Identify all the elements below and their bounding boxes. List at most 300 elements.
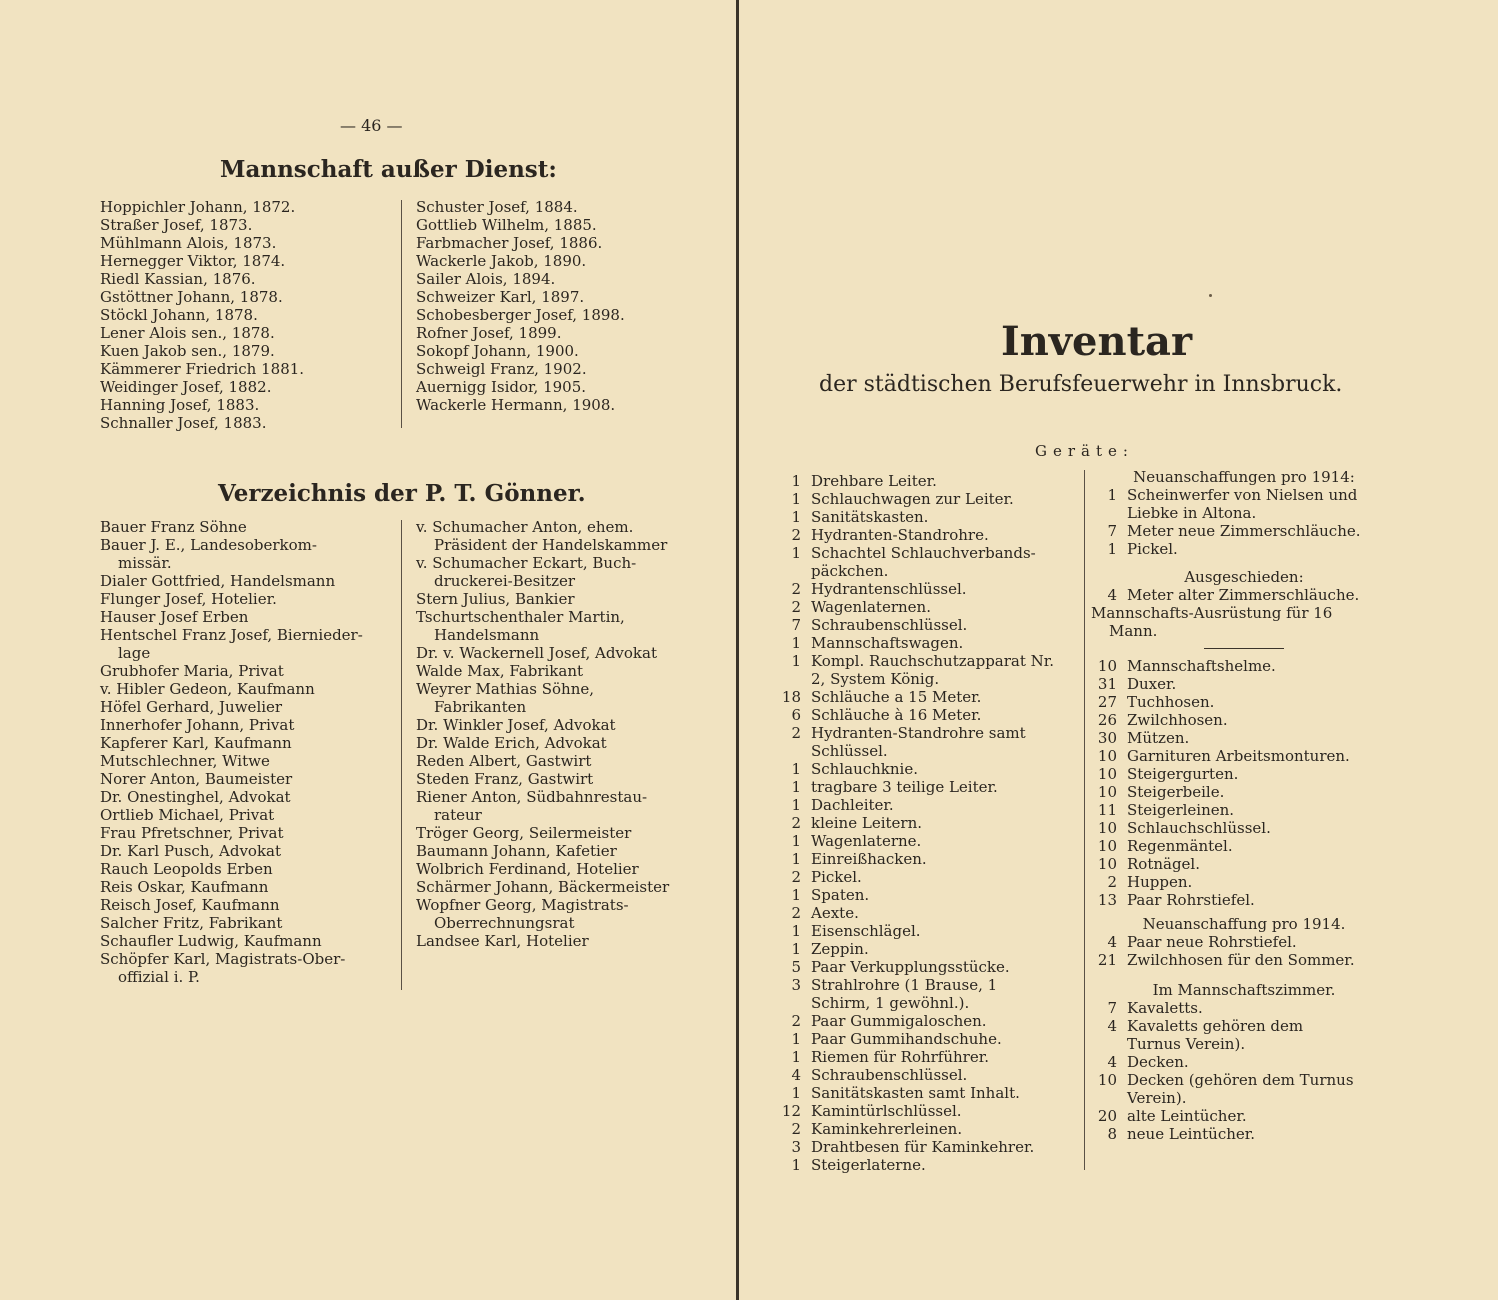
list-item: lage: [118, 644, 151, 662]
inventory-row: [775, 544, 1095, 562]
inventory-row: [775, 508, 1095, 526]
inventory-row: [775, 598, 1095, 616]
list-item: Dr. Karl Pusch, Advokat: [100, 842, 282, 860]
inventory-item: Schraubenschlüssel.: [811, 616, 968, 634]
inventory-item: Verein).: [1127, 1089, 1187, 1107]
list-goenner-col2: [416, 518, 669, 950]
inventory-quantity: 1: [1107, 540, 1117, 558]
list-item: Hanning Josef, 1883.: [100, 396, 260, 414]
inventory-row: [775, 580, 1095, 598]
list-mannschaft-col2: [416, 198, 625, 414]
inventory-item: Eisenschlägel.: [811, 922, 921, 940]
inventory-item: Zwilchhosen.: [1127, 711, 1228, 729]
inventory-item: Wagenlaterne.: [811, 832, 922, 850]
inventory-quantity: 1: [791, 760, 801, 778]
inventory-quantity: 1: [791, 940, 801, 958]
list-item: Flunger Josef, Hotelier.: [100, 590, 277, 608]
inventory-quantity: [775, 670, 811, 688]
inventory-row: [1091, 933, 1397, 951]
list-item: offizial i. P.: [118, 968, 200, 986]
inventory-row: [775, 796, 1095, 814]
list-item: Kapferer Karl, Kaufmann: [100, 734, 292, 752]
inventory-item: Garnituren Arbeitsmonturen.: [1127, 747, 1350, 765]
inventory-item: Dachleiter.: [811, 796, 894, 814]
inventory-item: Decken (gehören dem Turnus: [1127, 1071, 1354, 1089]
mannschaft-ausruestung-line2: Mann.: [1109, 622, 1158, 640]
inventory-quantity: 1: [791, 886, 801, 904]
inventory-item: päckchen.: [811, 562, 889, 580]
section-title-mannschaft: Mannschaft außer Dienst:: [220, 156, 557, 183]
list-item: Landsee Karl, Hotelier: [416, 932, 589, 950]
inventory-row: [775, 616, 1095, 634]
inventory-item: Schlauchschlüssel.: [1127, 819, 1271, 837]
inventory-item: Scheinwerfer von Nielsen und: [1127, 486, 1358, 504]
list-item: Kämmerer Friedrich 1881.: [100, 360, 305, 378]
list-item: Höfel Gerhard, Juwelier: [100, 698, 283, 716]
inventory-quantity: 1: [791, 1030, 801, 1048]
list-item: Ortlieb Michael, Privat: [100, 806, 275, 824]
inventory-row: [775, 922, 1095, 940]
inventory-item: Paar Verkupplungsstücke.: [811, 958, 1010, 976]
inventory-row: [1091, 504, 1397, 522]
inventory-row: [1091, 747, 1397, 765]
inventory-quantity: 20: [1097, 1107, 1117, 1125]
inventory-quantity: 1: [791, 778, 801, 796]
inventory-quantity: 4: [1107, 1053, 1117, 1071]
inventory-quantity: 2: [791, 904, 801, 922]
right-column: [1091, 468, 1397, 1143]
inventory-item: Paar neue Rohrstiefel.: [1127, 933, 1297, 951]
list-item: Mühlmann Alois, 1873.: [100, 234, 277, 252]
list-item: Mutschlechner, Witwe: [100, 752, 270, 770]
inventory-row: [1091, 693, 1397, 711]
inventory-row: [775, 760, 1095, 778]
list-item: Dr. Onestinghel, Advokat: [100, 788, 291, 806]
heading-neuanschaffung-1914: Neuanschaffung pro 1914.: [1142, 915, 1346, 933]
inventory-row: [775, 904, 1095, 922]
list-item: Reden Albert, Gastwirt: [416, 752, 592, 770]
inventory-row: [1091, 1053, 1397, 1071]
inventory-row: [775, 1120, 1095, 1138]
inventory-quantity: 11: [1097, 801, 1117, 819]
inventory-row: [775, 688, 1095, 706]
inventory-quantity: [775, 562, 811, 580]
list-item: Auernigg Isidor, 1905.: [416, 378, 587, 396]
inventory-item: Zeppin.: [811, 940, 869, 958]
inventory-quantity: [775, 994, 811, 1012]
list-item: Hentschel Franz Josef, Biernieder-: [100, 626, 363, 644]
list-item: Wolbrich Ferdinand, Hotelier: [416, 860, 639, 878]
inventory-quantity: 1: [791, 544, 801, 562]
inventory-row: [775, 1138, 1095, 1156]
list-item: missär.: [118, 554, 172, 572]
inventory-item: Schlüssel.: [811, 742, 888, 760]
inventory-quantity: 1: [791, 850, 801, 868]
list-item: Steden Franz, Gastwirt: [416, 770, 594, 788]
list-item: Salcher Fritz, Fabrikant: [100, 914, 283, 932]
inventory-row: [1091, 1125, 1397, 1143]
inventory-row: [1091, 1071, 1397, 1089]
inventory-row: [1091, 837, 1397, 855]
inventory-row: [775, 670, 1095, 688]
inventory-quantity: 8: [1107, 1125, 1117, 1143]
list-item: Oberrechnungsrat: [434, 914, 575, 932]
inventory-quantity: 4: [1107, 933, 1117, 951]
inventory-quantity: 21: [1097, 951, 1117, 969]
list-item: Schweigl Franz, 1902.: [416, 360, 587, 378]
list-goenner-col1: [100, 518, 363, 986]
inventory-item: Drahtbesen für Kaminkehrer.: [811, 1138, 1035, 1156]
list-item: v. Hibler Gedeon, Kaufmann: [100, 680, 315, 698]
inventory-item: Schraubenschlüssel.: [811, 1066, 968, 1084]
heading-mannschaftszimmer: Im Mannschaftszimmer.: [1152, 981, 1336, 999]
inventory-quantity: 10: [1097, 747, 1117, 765]
inventory-row: [1091, 951, 1397, 969]
inventory-item: Decken.: [1127, 1053, 1189, 1071]
inventory-item: Pickel.: [1127, 540, 1178, 558]
inventory-item: Steigerleinen.: [1127, 801, 1235, 819]
list-neuanschaffung-1914: [1091, 933, 1397, 969]
inventory-quantity: 2: [791, 526, 801, 544]
inventory-item: Hydranten-Standrohre samt: [811, 724, 1026, 742]
list-item: Norer Anton, Baumeister: [100, 770, 293, 788]
inventory-item: tragbare 3 teilige Leiter.: [811, 778, 998, 796]
inventory-item: Steigerbeile.: [1127, 783, 1225, 801]
list-item: Reisch Josef, Kaufmann: [100, 896, 280, 914]
inventory-item: Mannschaftswagen.: [811, 634, 964, 652]
inventory-item: Turnus Verein).: [1127, 1035, 1246, 1053]
inventory-item: Aexte.: [811, 904, 859, 922]
inventory-quantity: 10: [1097, 855, 1117, 873]
inventory-quantity: 1: [791, 508, 801, 526]
inventory-quantity: 1: [791, 1048, 801, 1066]
list-item: Dialer Gottfried, Handelsmann: [100, 572, 336, 590]
inventory-quantity: 30: [1097, 729, 1117, 747]
inventory-item: Kamintürlschlüssel.: [811, 1102, 962, 1120]
list-mannschaft-col1: [100, 198, 304, 432]
inventory-item: Meter alter Zimmerschläuche.: [1127, 586, 1360, 604]
inventory-row: [1091, 657, 1397, 675]
inventory-row: [1091, 765, 1397, 783]
inventory-item: Paar Gummigaloschen.: [811, 1012, 987, 1030]
inventory-row: [1091, 783, 1397, 801]
inventory-quantity: 2: [791, 814, 801, 832]
list-ausgeschieden: [1091, 586, 1397, 604]
inventory-row: [1091, 586, 1397, 604]
inventory-row: [1091, 540, 1397, 558]
inventory-quantity: 31: [1097, 675, 1117, 693]
inventory-row: [775, 526, 1095, 544]
list-item: Sailer Alois, 1894.: [416, 270, 556, 288]
inventory-row: [775, 1012, 1095, 1030]
inventory-quantity: 4: [791, 1066, 801, 1084]
column-divider: [401, 200, 402, 428]
list-item: Riedl Kassian, 1876.: [100, 270, 256, 288]
inventory-quantity: 4: [1107, 1017, 1117, 1035]
inventory-quantity: 10: [1097, 657, 1117, 675]
inventory-item: Schlauchknie.: [811, 760, 918, 778]
inventory-quantity: 1: [1107, 486, 1117, 504]
page-number: — 46 —: [340, 116, 403, 135]
list-item: v. Schumacher Anton, ehem.: [416, 518, 634, 536]
list-item: Reis Oskar, Kaufmann: [100, 878, 269, 896]
inventory-quantity: 1: [791, 652, 801, 670]
list-item: Hauser Josef Erben: [100, 608, 249, 626]
inventory-item: Kavaletts.: [1127, 999, 1203, 1017]
inventory-item: Wagenlaternen.: [811, 598, 931, 616]
list-mannschaftszimmer: [1091, 999, 1397, 1143]
inventory-item: neue Leintücher.: [1127, 1125, 1256, 1143]
inventory-quantity: 2: [791, 580, 801, 598]
section-title-goenner: Verzeichnis der P. T. Gönner.: [218, 480, 586, 507]
inventory-row: [1091, 522, 1397, 540]
inventory-quantity: 7: [1107, 999, 1117, 1017]
inventory-quantity: 4: [1107, 586, 1117, 604]
inventory-quantity: 2: [791, 868, 801, 886]
inventory-row: [775, 742, 1095, 760]
inventory-row: [775, 868, 1095, 886]
inventory-quantity: 7: [791, 616, 801, 634]
list-item: Kuen Jakob sen., 1879.: [100, 342, 275, 360]
list-item: Dr. Walde Erich, Advokat: [416, 734, 607, 752]
list-item: Schnaller Josef, 1883.: [100, 414, 267, 432]
list-item: Schweizer Karl, 1897.: [416, 288, 585, 306]
list-item: Gstöttner Johann, 1878.: [100, 288, 283, 306]
list-neuanschaffungen: [1091, 486, 1397, 558]
inventory-quantity: 2: [791, 1012, 801, 1030]
inventory-item: Schachtel Schlauchverbands-: [811, 544, 1036, 562]
inventory-item: Hydrantenschlüssel.: [811, 580, 967, 598]
inventory-item: Kompl. Rauchschutzapparat Nr.: [811, 652, 1055, 670]
inventory-item: Zwilchhosen für den Sommer.: [1127, 951, 1355, 969]
inventory-quantity: [775, 742, 811, 760]
list-item: Handelsmann: [434, 626, 540, 644]
inventory-quantity: 2: [1107, 873, 1117, 891]
inventory-item: Kaminkehrerleinen.: [811, 1120, 963, 1138]
inventory-quantity: 1: [791, 1156, 801, 1174]
inventory-row: [1091, 801, 1397, 819]
list-item: Stöckl Johann, 1878.: [100, 306, 258, 324]
inventory-quantity: 2: [791, 598, 801, 616]
inventory-item: Paar Rohrstiefel.: [1127, 891, 1255, 909]
left-page: [0, 0, 736, 1300]
list-item: Bauer Franz Söhne: [100, 518, 247, 536]
inventory-quantity: [1091, 504, 1127, 522]
inventory-quantity: 10: [1097, 837, 1117, 855]
list-item: Straßer Josef, 1873.: [100, 216, 253, 234]
inventory-quantity: 6: [791, 706, 801, 724]
inventory-row: [775, 778, 1095, 796]
list-item: Fabrikanten: [434, 698, 527, 716]
inventory-quantity: 1: [791, 490, 801, 508]
inventory-quantity: 3: [791, 976, 801, 994]
inventory-row: [1091, 675, 1397, 693]
list-item: Schobesberger Josef, 1898.: [416, 306, 625, 324]
inventory-row: [1091, 1089, 1397, 1107]
inventory-row: [1091, 999, 1397, 1017]
list-item: Weidinger Josef, 1882.: [100, 378, 272, 396]
inventory-item: Schlauchwagen zur Leiter.: [811, 490, 1014, 508]
inventory-row: [1091, 1035, 1397, 1053]
inventory-item: Mützen.: [1127, 729, 1190, 747]
inventory-quantity: 10: [1097, 819, 1117, 837]
inventory-row: [775, 472, 1095, 490]
list-item: Innerhofer Johann, Privat: [100, 716, 295, 734]
inventory-item: Kavaletts gehören dem: [1127, 1017, 1304, 1035]
inventory-item: Sanitätskasten samt Inhalt.: [811, 1084, 1020, 1102]
inventory-item: Einreißhacken.: [811, 850, 927, 868]
inventory-row: [775, 1084, 1095, 1102]
inventory-quantity: 1: [791, 1084, 801, 1102]
inventory-subtitle: der städtischen Berufsfeuerwehr in Innsbruck.: [819, 372, 1343, 397]
list-item: Stern Julius, Bankier: [416, 590, 575, 608]
inventory-quantity: 7: [1107, 522, 1117, 540]
inventory-row: [775, 1156, 1095, 1174]
right-page: [739, 0, 1498, 1300]
inventory-item: Sanitätskasten.: [811, 508, 929, 526]
inventory-quantity: 1: [791, 634, 801, 652]
inventory-item: Tuchhosen.: [1127, 693, 1215, 711]
list-item: Grubhofer Maria, Privat: [100, 662, 284, 680]
list-item: Walde Max, Fabrikant: [416, 662, 584, 680]
inventory-row: [1091, 486, 1397, 504]
list-item: Baumann Johann, Kafetier: [416, 842, 617, 860]
inventory-row: [775, 652, 1095, 670]
inventory-row: [775, 976, 1095, 994]
inventory-quantity: 1: [791, 472, 801, 490]
inventory-row: [775, 994, 1095, 1012]
inventory-row: [775, 490, 1095, 508]
paper-speck: [1209, 294, 1212, 297]
list-item: Wopfner Georg, Magistrats-: [416, 896, 629, 914]
inventory-quantity: [1091, 1035, 1127, 1053]
inventory-quantity: 27: [1097, 693, 1117, 711]
heading-neuanschaffungen: Neuanschaffungen pro 1914:: [1133, 468, 1355, 486]
inventory-item: Steigerlaterne.: [811, 1156, 926, 1174]
list-item: Gottlieb Wilhelm, 1885.: [416, 216, 597, 234]
inventory-item: alte Leintücher.: [1127, 1107, 1247, 1125]
list-item: Sokopf Johann, 1900.: [416, 342, 579, 360]
inventory-item: 2, System König.: [811, 670, 940, 688]
list-item: Hernegger Viktor, 1874.: [100, 252, 286, 270]
inventory-row: [775, 814, 1095, 832]
inventory-quantity: 12: [781, 1102, 801, 1120]
list-item: Wackerle Hermann, 1908.: [416, 396, 616, 414]
list-ausruestung: [1091, 657, 1397, 909]
inventory-item: Hydranten-Standrohre.: [811, 526, 989, 544]
inventory-item: Regenmäntel.: [1127, 837, 1233, 855]
inventory-title: Inventar: [1001, 318, 1193, 365]
inventory-row: [775, 886, 1095, 904]
list-item: Dr. v. Wackernell Josef, Advokat: [416, 644, 657, 662]
list-item: Tröger Georg, Seilermeister: [416, 824, 632, 842]
list-item: Weyrer Mathias Söhne,: [416, 680, 595, 698]
mannschaft-ausruestung-line: Mannschafts-Ausrüstung für 16: [1091, 604, 1333, 622]
inventory-item: Mannschaftshelme.: [1127, 657, 1276, 675]
inventory-row: [1091, 711, 1397, 729]
list-item: Farbmacher Josef, 1886.: [416, 234, 603, 252]
inventory-quantity: [1091, 1089, 1127, 1107]
inventory-row: [775, 1102, 1095, 1120]
inventory-item: Duxer.: [1127, 675, 1177, 693]
inventory-item: Schläuche a 15 Meter.: [811, 688, 982, 706]
column-divider: [401, 520, 402, 990]
inventory-item: Liebke in Altona.: [1127, 504, 1257, 522]
inventory-row: [775, 562, 1095, 580]
heading-ausgeschieden: Ausgeschieden:: [1184, 568, 1304, 586]
inventory-quantity: 5: [791, 958, 801, 976]
inventory-item: Pickel.: [811, 868, 862, 886]
section-geraete: Geräte:: [1035, 442, 1134, 460]
list-item: Wackerle Jakob, 1890.: [416, 252, 587, 270]
inventory-item: Strahlrohre (1 Brause, 1: [811, 976, 998, 994]
list-item: Präsident der Handelskammer: [434, 536, 668, 554]
list-item: Rauch Leopolds Erben: [100, 860, 273, 878]
list-item: Schöpfer Karl, Magistrats-Ober-: [100, 950, 346, 968]
inventory-row: [775, 706, 1095, 724]
inventory-row: [775, 1030, 1095, 1048]
inventory-quantity: 2: [791, 1120, 801, 1138]
list-item: Schaufler Ludwig, Kaufmann: [100, 932, 322, 950]
inventory-row: [1091, 1017, 1397, 1035]
inventory-item: Schläuche à 16 Meter.: [811, 706, 982, 724]
list-item: Rofner Josef, 1899.: [416, 324, 562, 342]
column-divider: [1084, 470, 1085, 1170]
list-item: Hoppichler Johann, 1872.: [100, 198, 296, 216]
inventory-row: [775, 832, 1095, 850]
inventory-item: Steigergurten.: [1127, 765, 1239, 783]
list-item: druckerei-Besitzer: [434, 572, 576, 590]
inventory-item: Drehbare Leiter.: [811, 472, 937, 490]
list-item: Schuster Josef, 1884.: [416, 198, 578, 216]
inventory-row: [775, 1066, 1095, 1084]
list-item: Schärmer Johann, Bäckermeister: [416, 878, 670, 896]
inventory-row: [1091, 1107, 1397, 1125]
inventory-row: [775, 1048, 1095, 1066]
list-item: v. Schumacher Eckart, Buch-: [416, 554, 637, 572]
inventory-quantity: 26: [1097, 711, 1117, 729]
inventory-quantity: 13: [1097, 891, 1117, 909]
list-item: Frau Pfretschner, Privat: [100, 824, 284, 842]
list-item: rateur: [434, 806, 482, 824]
inventory-row: [1091, 855, 1397, 873]
inventory-item: Rotnägel.: [1127, 855, 1201, 873]
inventory-item: Riemen für Rohrführer.: [811, 1048, 990, 1066]
inventory-row: [1091, 891, 1397, 909]
inventory-row: [775, 940, 1095, 958]
inventory-row: [775, 724, 1095, 742]
inventory-quantity: 1: [791, 922, 801, 940]
list-item: Dr. Winkler Josef, Advokat: [416, 716, 616, 734]
inventory-item: Meter neue Zimmerschläuche.: [1127, 522, 1361, 540]
inventory-quantity: 18: [781, 688, 801, 706]
inventory-row: [775, 634, 1095, 652]
inventory-row: [775, 958, 1095, 976]
list-item: Bauer J. E., Landesoberkom-: [100, 536, 317, 554]
list-item: Riener Anton, Südbahnrestau-: [416, 788, 648, 806]
inventory-quantity: 1: [791, 796, 801, 814]
list-item: Lener Alois sen., 1878.: [100, 324, 275, 342]
inventory-quantity: 3: [791, 1138, 801, 1156]
inventory-item: Paar Gummihandschuhe.: [811, 1030, 1002, 1048]
inventory-quantity: 10: [1097, 765, 1117, 783]
separator-rule: [1204, 648, 1284, 649]
inventory-item: Huppen.: [1127, 873, 1193, 891]
inventory-row: [1091, 819, 1397, 837]
inventory-quantity: 10: [1097, 1071, 1117, 1089]
inventory-item: Spaten.: [811, 886, 870, 904]
inventory-item: Schirm, 1 gewöhnl.).: [811, 994, 970, 1012]
